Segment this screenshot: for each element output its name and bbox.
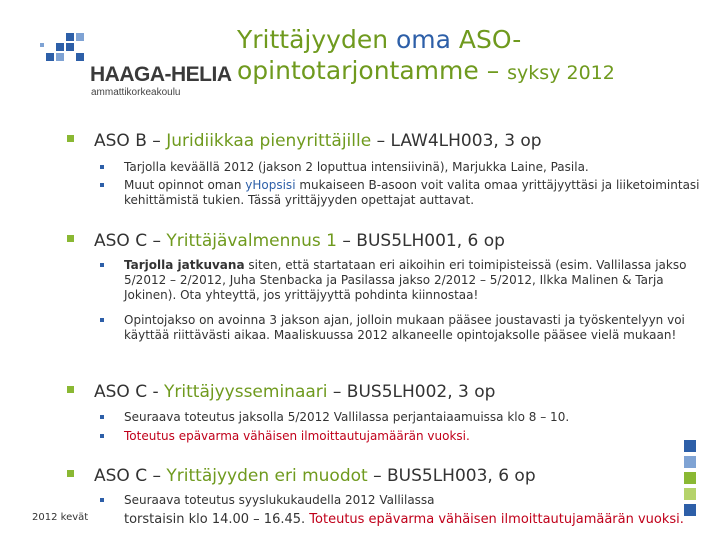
item-text: Tarjolla keväällä 2012 (jakson 2 loputtua intensiivinä), Marjukka Laine, Pasila. [124,160,589,174]
item-warning-text: Toteutus epävarma vähäisen ilmoittautujamäärän vuoksi. [124,429,470,443]
item-text: Seuraava toteutus syyslukukaudella 2012 Vallilassa [124,493,435,507]
logo-name: HAAGA-HELIA [90,63,232,86]
heading-code: – BUS5LH003, 6 op [367,466,536,486]
title-highlight: oma [396,25,451,54]
heading-prefix: ASO C – [94,466,167,486]
heading-prefix: ASO C – [94,231,167,251]
heading-course-name: Yrittäjyyden eri muodot [166,466,368,486]
title-term: syksy 2012 [507,62,615,84]
item-text: siten, että startataan eri aikoihin eri toimipisteissä (esim. Vallilassa jakso 5/2012 – 2/2012, Juha Stenbacka ja Pasilassa jakso 2/2012 – 5/2012, Ilkka Malinen & Tarja Jokinen). Ota yhteyttä, jos yrittäjyyttä pohdinta kiinnostaa! [124,258,687,302]
item-bold-text: Tarjolla jatkuvana [124,258,245,272]
item-text: mukaiseen B-asoon voit valita omaa yrittäjyyttäsi ja liiketoimintasi kehittämistä tukien. Tässä yrittäjyyden opettajat auttavat. [124,178,700,207]
logo-squares-icon [40,33,90,65]
heading-course-name: Yrittäjyysseminaari [164,382,328,402]
heading-code: – BUS5LH002, 3 op [327,382,496,402]
heading-code: – LAW4LH003, 3 op [371,131,542,151]
square-icon [684,456,696,468]
yhops-link[interactable]: yHopsisi [245,178,296,192]
title-part: ASO- [450,25,522,54]
bullet-icon [67,470,74,477]
item-warning-text: Toteutus epävarma vähäisen ilmoittautujamäärän vuoksi. [309,512,684,527]
heading-course-name: Juridiikkaa pienyrittäjille [166,131,372,151]
bullet-icon [100,183,104,187]
bullet-icon [100,165,104,169]
bullet-icon [100,415,104,419]
title-part: opintotarjontamme – [237,56,508,85]
bullet-icon [67,386,74,393]
item-text: Seuraava toteutus jaksolla 5/2012 Vallilassa perjantaiaamuissa klo 8 – 10. [124,410,570,424]
square-icon [684,504,696,516]
item-text: Opintojakso on avoinna 3 jakson ajan, jolloin mukaan pääsee joustavasti ja työskentelyyn voi käyttää riittävästi aikaa. Maaliskuussa 2012 alkaneelle opintojaksolle pääsee vielä mukaan! [124,313,685,342]
heading-prefix: ASO C - [94,382,165,402]
bullet-icon [100,434,104,438]
item-text: Muut opinnot oman [124,178,246,192]
square-icon [684,472,696,484]
bullet-icon [100,498,104,502]
page-title [237,24,707,89]
heading-prefix: ASO B – [94,131,167,151]
bullet-icon [100,263,104,267]
square-icon [684,488,696,500]
square-icon [684,440,696,452]
title-part: Yrittäjyyden [237,25,396,54]
logo-subtitle: ammattikorkeakoulu [91,87,181,98]
heading-code: – BUS5LH001, 6 op [337,231,505,251]
bullet-icon [100,318,104,322]
footer-term: 2012 kevät [32,512,89,523]
bullet-icon [67,235,74,242]
heading-course-name: Yrittäjävalmennus 1 [166,231,337,251]
item-text: torstaisin klo 14.00 – 16.45. [124,512,310,527]
bullet-icon [67,135,74,142]
